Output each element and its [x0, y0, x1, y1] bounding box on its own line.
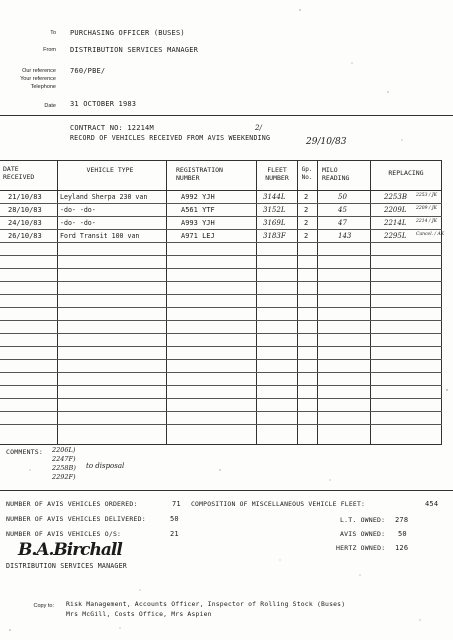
table-grid-rule: [0, 424, 442, 425]
table-grid-rule: [0, 359, 442, 360]
table-grid-rule: [0, 294, 442, 295]
composition-value: 454: [425, 500, 439, 508]
cell-milo-reading: 47: [338, 219, 347, 227]
telephone-label: Telephone: [30, 84, 56, 90]
date-value: 31 OCTOBER 1983: [70, 100, 137, 108]
date-label: Date: [44, 103, 56, 109]
cell-replacing: 2209L: [384, 206, 407, 214]
header-fleet: FLEET NUMBER: [265, 166, 289, 182]
copy-to-line-1: Risk Management, Accounts Officer, Inspector of Rolling Stock (Buses): [66, 600, 346, 608]
signature-scrawl: B.A.Birchall: [18, 540, 122, 560]
comments-label: COMMENTS:: [6, 448, 44, 456]
composition-label: COMPOSITION OF MISCELLANEOUS VEHICLE FLEET:: [191, 500, 366, 508]
contract-number: CONTRACT NO: 12214M: [70, 124, 154, 132]
to-label: To: [50, 30, 56, 36]
record-correction: 2/: [255, 124, 262, 132]
cell-milo-reading: 50: [338, 193, 347, 201]
cell-replacing-note: Cancel. / AK: [416, 232, 445, 237]
cell-group-number: 2: [304, 219, 309, 227]
table-grid-rule: [0, 320, 442, 321]
from-value: DISTRIBUTION SERVICES MANAGER: [70, 46, 199, 54]
table-top-rule: [0, 160, 442, 161]
header-gp: Gp. No.: [301, 166, 313, 181]
cell-replacing: 2295L: [384, 232, 407, 240]
comments-disposal: to disposal: [86, 462, 125, 470]
header-divider: [0, 115, 453, 116]
cell-date: 26/10/83: [8, 232, 42, 240]
outstanding-value: 21: [170, 530, 179, 538]
header-replacing: REPLACING: [388, 169, 424, 177]
table-bottom-rule: [0, 444, 442, 445]
to-value: PURCHASING OFFICER (BUSES): [70, 29, 185, 37]
comment-item: 2258B): [52, 464, 76, 472]
table-grid-rule: [0, 255, 442, 256]
table-grid-rule: [0, 268, 442, 269]
table-grid-rule: [0, 372, 442, 373]
cell-replacing-note: 2214 / JK: [416, 219, 437, 224]
cell-milo-reading: 45: [338, 206, 347, 214]
table-grid-rule: [0, 281, 442, 282]
cell-fleet-number: 3169L: [263, 219, 286, 227]
table-grid-rule: [0, 385, 442, 386]
lt-owned-label: L.T. OWNED:: [340, 516, 386, 524]
cell-registration: A561 YTF: [181, 206, 215, 214]
table-grid-rule: [0, 229, 442, 230]
our-reference-value: 760/PBE/: [70, 67, 106, 75]
cell-date: 21/10/83: [8, 193, 42, 201]
header-date: DATE RECEIVED: [3, 165, 35, 181]
copy-to-line-2: Mrs McGill, Costs Office, Mrs Aspien: [66, 610, 212, 618]
comments-list: [52, 446, 76, 482]
table-grid-rule: [0, 242, 442, 243]
cell-fleet-number: 3183F: [263, 232, 286, 240]
table-grid-rule: [0, 216, 442, 217]
cell-vehicle-type: -do- -do-: [60, 219, 96, 227]
comments-divider: [0, 490, 453, 491]
cell-registration: A992 YJH: [181, 193, 215, 201]
signature-title: DISTRIBUTION SERVICES MANAGER: [6, 562, 127, 570]
table-grid-rule: [0, 398, 442, 399]
cell-milo-reading: 143: [338, 232, 352, 240]
cell-vehicle-type: Ford Transit 100 van: [60, 232, 140, 240]
hertz-owned-label: HERTZ OWNED:: [336, 544, 386, 552]
cell-group-number: 2: [304, 206, 309, 214]
cell-date: 28/10/83: [8, 206, 42, 214]
table-grid-rule: [0, 203, 442, 204]
cell-replacing-note: 2253 / JK: [416, 193, 437, 198]
cell-registration: A993 YJH: [181, 219, 215, 227]
table-grid-rule: [0, 333, 442, 334]
header-milo: MILO READING: [322, 166, 350, 182]
delivered-label: NUMBER OF AVIS VEHICLES DELIVERED:: [6, 515, 146, 523]
table-grid-rule: [0, 346, 442, 347]
lt-owned-value: 278: [395, 516, 409, 524]
avis-owned-value: 50: [398, 530, 407, 538]
cell-date: 24/10/83: [8, 219, 42, 227]
your-reference-label: Your reference: [20, 76, 56, 82]
table-header-rule: [0, 190, 442, 191]
cell-group-number: 2: [304, 232, 309, 240]
copy-to-label: Copy to:: [33, 603, 54, 609]
hertz-owned-value: 126: [395, 544, 409, 552]
comment-item: 2292F): [52, 473, 76, 481]
delivered-value: 50: [170, 515, 179, 523]
our-reference-label: Our reference: [22, 68, 56, 74]
cell-replacing: 2214L: [384, 219, 407, 227]
cell-group-number: 2: [304, 193, 309, 201]
outstanding-label: NUMBER OF AVIS VEHICLES O/S:: [6, 530, 122, 538]
comment-item: 2247F): [52, 455, 76, 463]
cell-vehicle-type: Leyland Sherpa 230 van: [60, 193, 148, 201]
record-date: 29/10/83: [306, 137, 347, 147]
cell-replacing-note: 2209 / JK: [416, 206, 437, 211]
table-grid-rule: [0, 307, 442, 308]
from-label: From: [43, 47, 56, 53]
ordered-value: 71: [172, 500, 181, 508]
header-registration: REGISTRATION NUMBER: [176, 166, 223, 182]
table-grid-rule: [0, 411, 442, 412]
cell-registration: A971 LEJ: [181, 232, 215, 240]
cell-fleet-number: 3144L: [263, 193, 286, 201]
header-vehicle-type: VEHICLE TYPE: [86, 166, 134, 174]
avis-owned-label: AVIS OWNED:: [340, 530, 386, 538]
ordered-label: NUMBER OF AVIS VEHICLES ORDERED:: [6, 500, 138, 508]
cell-fleet-number: 3152L: [263, 206, 286, 214]
comment-item: 2206L): [52, 446, 76, 454]
cell-replacing: 2253B: [384, 193, 407, 201]
record-title: RECORD OF VEHICLES RECEIVED FROM AVIS WEEKENDING: [70, 134, 271, 142]
cell-vehicle-type: -do- -do-: [60, 206, 96, 214]
